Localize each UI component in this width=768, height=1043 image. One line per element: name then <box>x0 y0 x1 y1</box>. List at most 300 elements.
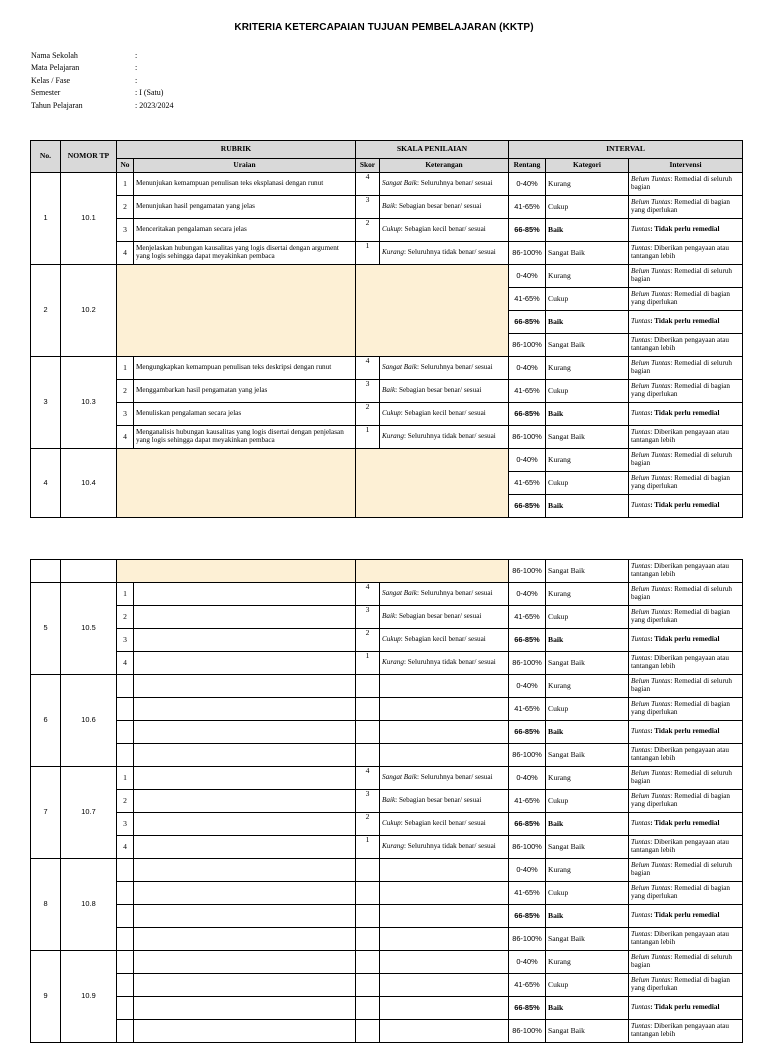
rubrik-uraian: Menunjukan kemampuan penulisan teks eksplanasi dengan runut <box>134 173 356 196</box>
meta-label: Mata Pelajaran <box>31 63 80 73</box>
skala-skor: 3 <box>356 380 380 403</box>
interval-intervensi <box>629 495 743 518</box>
skala-keterangan <box>380 173 509 196</box>
intervensi-status: Belum Tuntas <box>631 976 671 985</box>
intervensi-status: Tuntas <box>631 838 651 847</box>
skala-keterangan <box>380 219 509 242</box>
intervensi-text: : Diberikan pengayaan atau tantangan lebih <box>631 930 730 946</box>
interval-rentang: 0-40% <box>509 675 546 698</box>
table-row <box>31 997 743 1020</box>
skala-keterangan <box>380 583 509 606</box>
interval-kategori: Kurang <box>546 951 629 974</box>
intervensi-status: Tuntas <box>631 1003 651 1012</box>
intervensi-status: Tuntas <box>631 244 651 253</box>
skala-skor <box>356 928 380 951</box>
skala-keterangan <box>380 951 509 974</box>
keterangan-category: Baik <box>382 386 396 395</box>
skala-skor <box>356 675 380 698</box>
col-header-rentang: Rentang <box>509 159 546 173</box>
keterangan-text: : Seluruhnya tidak benar/ sesuai <box>403 658 496 667</box>
skala-keterangan <box>380 426 509 449</box>
interval-rentang: 41-65% <box>509 380 546 403</box>
keterangan-text: : Sebagian besar benar/ sesuai <box>395 386 482 395</box>
interval-rentang: 0-40% <box>509 859 546 882</box>
skala-skor: 1 <box>356 242 380 265</box>
keterangan-text: : Seluruhnya tidak benar/ sesuai <box>403 432 496 441</box>
rubrik-sub-no <box>117 1020 134 1043</box>
keterangan-text: : Seluruhnya tidak benar/ sesuai <box>403 842 496 851</box>
skala-keterangan <box>380 380 509 403</box>
skala-skor: 3 <box>356 790 380 813</box>
intervensi-status: Belum Tuntas <box>631 267 671 276</box>
interval-kategori: Cukup <box>546 882 629 905</box>
keterangan-category: Baik <box>382 796 396 805</box>
table-row <box>31 403 743 426</box>
intervensi-text: : Diberikan pengayaan atau tantangan lebih <box>631 654 730 670</box>
interval-intervensi <box>629 173 743 196</box>
skala-empty-area <box>356 265 509 357</box>
row-nomor-tp: 10.7 <box>61 767 117 859</box>
table-row <box>31 629 743 652</box>
intervensi-status: Belum Tuntas <box>631 884 671 893</box>
table-row <box>31 242 743 265</box>
keterangan-text: : Seluruhnya benar/ sesuai <box>416 179 493 188</box>
meta-label: Nama Sekolah <box>31 51 78 60</box>
rubrik-empty-area <box>117 560 356 583</box>
meta-label: Semester <box>31 88 61 98</box>
interval-rentang: 66-85% <box>509 495 546 518</box>
intervensi-status: Belum Tuntas <box>631 290 671 299</box>
interval-rentang: 41-65% <box>509 472 546 495</box>
skala-keterangan <box>380 698 509 721</box>
intervensi-text: : Remedial di seluruh bagian <box>631 953 733 969</box>
interval-kategori: Cukup <box>546 790 629 813</box>
table-row <box>31 380 743 403</box>
interval-kategori: Kurang <box>546 173 629 196</box>
interval-intervensi <box>629 311 743 334</box>
skala-keterangan <box>380 675 509 698</box>
intervensi-text: : Remedial di bagian yang diperlukan <box>631 792 731 808</box>
rubrik-sub-no: 1 <box>117 173 134 196</box>
skala-skor: 1 <box>356 652 380 675</box>
interval-kategori: Baik <box>546 495 629 518</box>
meta-row <box>31 100 173 112</box>
rubrik-sub-no: 4 <box>117 242 134 265</box>
intervensi-status: Belum Tuntas <box>631 451 671 460</box>
interval-rentang: 86-100% <box>509 928 546 951</box>
table-row <box>31 767 743 790</box>
skala-skor <box>356 744 380 767</box>
intervensi-text: : Tidak perlu remedial <box>650 317 720 326</box>
skala-skor <box>356 997 380 1020</box>
interval-intervensi <box>629 265 743 288</box>
rubrik-sub-no: 3 <box>117 219 134 242</box>
keterangan-text: : Sebagian besar benar/ sesuai <box>395 202 482 211</box>
skala-keterangan <box>380 813 509 836</box>
interval-kategori: Baik <box>546 813 629 836</box>
keterangan-category: Baik <box>382 612 396 621</box>
interval-kategori: Kurang <box>546 675 629 698</box>
interval-intervensi <box>629 629 743 652</box>
rubrik-sub-no <box>117 882 134 905</box>
skala-skor: 4 <box>356 357 380 380</box>
interval-rentang: 41-65% <box>509 196 546 219</box>
skala-keterangan <box>380 629 509 652</box>
rubrik-uraian <box>134 974 356 997</box>
keterangan-text: : Sebagian kecil benar/ sesuai <box>400 409 486 418</box>
skala-keterangan <box>380 1020 509 1043</box>
meta-value: : 2023/2024 <box>135 100 174 110</box>
skala-skor: 3 <box>356 196 380 219</box>
rubrik-sub-no <box>117 698 134 721</box>
interval-intervensi <box>629 288 743 311</box>
interval-kategori: Sangat Baik <box>546 744 629 767</box>
intervensi-status: Tuntas <box>631 336 651 345</box>
row-no: 7 <box>31 767 61 859</box>
keterangan-text: : Sebagian kecil benar/ sesuai <box>400 635 486 644</box>
keterangan-category: Sangat Baik <box>382 589 417 598</box>
interval-kategori: Sangat Baik <box>546 334 629 357</box>
interval-intervensi <box>629 196 743 219</box>
rubrik-uraian <box>134 744 356 767</box>
interval-rentang: 86-100% <box>509 426 546 449</box>
rubrik-sub-no: 3 <box>117 813 134 836</box>
keterangan-category: Kurang <box>382 248 404 257</box>
rubrik-sub-no <box>117 905 134 928</box>
meta-label: Tahun Pelajaran <box>31 100 83 110</box>
intervensi-text: : Tidak perlu remedial <box>650 819 720 828</box>
row-nomor-tp: 10.8 <box>61 859 117 951</box>
intervensi-text: : Remedial di bagian yang diperlukan <box>631 976 731 992</box>
interval-rentang: 0-40% <box>509 583 546 606</box>
col-header-keterangan: Keterangan <box>380 159 509 173</box>
keterangan-category: Baik <box>382 202 396 211</box>
col-header-sub-no: No <box>117 159 134 173</box>
interval-intervensi <box>629 721 743 744</box>
table-row <box>31 265 743 288</box>
rubrik-uraian: Menganalisis hubungan kausalitas yang logis disertai dengan penjelasan yang logis sehingga dapat meyakinkan pembaca <box>134 426 356 449</box>
intervensi-text: : Remedial di seluruh bagian <box>631 861 733 877</box>
interval-kategori: Sangat Baik <box>546 836 629 859</box>
interval-kategori: Kurang <box>546 859 629 882</box>
skala-skor: 4 <box>356 583 380 606</box>
interval-kategori: Cukup <box>546 698 629 721</box>
row-no: 1 <box>31 173 61 265</box>
rubrik-sub-no <box>117 951 134 974</box>
rubrik-sub-no: 2 <box>117 606 134 629</box>
rubrik-uraian <box>134 698 356 721</box>
skala-skor: 2 <box>356 629 380 652</box>
rubrik-sub-no: 1 <box>117 357 134 380</box>
intervensi-status: Belum Tuntas <box>631 359 671 368</box>
intervensi-status: Tuntas <box>631 746 651 755</box>
intervensi-status: Belum Tuntas <box>631 769 671 778</box>
rubrik-sub-no: 2 <box>117 196 134 219</box>
rubrik-sub-no <box>117 721 134 744</box>
skala-skor <box>356 721 380 744</box>
col-header-rubrik: RUBRIK <box>117 141 356 159</box>
row-no: 9 <box>31 951 61 1043</box>
interval-kategori: Cukup <box>546 974 629 997</box>
intervensi-text: : Remedial di bagian yang diperlukan <box>631 608 731 624</box>
interval-kategori: Baik <box>546 997 629 1020</box>
table-row <box>31 675 743 698</box>
table-row <box>31 951 743 974</box>
interval-kategori: Baik <box>546 905 629 928</box>
interval-kategori: Kurang <box>546 357 629 380</box>
keterangan-text: : Sebagian kecil benar/ sesuai <box>400 819 486 828</box>
skala-keterangan <box>380 357 509 380</box>
rubrik-uraian <box>134 721 356 744</box>
keterangan-text: : Seluruhnya benar/ sesuai <box>416 363 493 372</box>
intervensi-text: : Diberikan pengayaan atau tantangan lebih <box>631 746 730 762</box>
skala-keterangan <box>380 242 509 265</box>
intervensi-status: Tuntas <box>631 635 651 644</box>
keterangan-category: Cukup <box>382 409 401 418</box>
interval-intervensi <box>629 997 743 1020</box>
interval-kategori: Sangat Baik <box>546 928 629 951</box>
interval-kategori: Kurang <box>546 449 629 472</box>
skala-skor <box>356 859 380 882</box>
table-row <box>31 583 743 606</box>
rubrik-sub-no: 2 <box>117 790 134 813</box>
table-row <box>31 1020 743 1043</box>
skala-skor: 4 <box>356 173 380 196</box>
interval-rentang: 86-100% <box>509 744 546 767</box>
table-row <box>31 560 743 583</box>
keterangan-text: : Seluruhnya benar/ sesuai <box>416 773 493 782</box>
meta-row <box>31 62 173 74</box>
table-row <box>31 905 743 928</box>
document-meta <box>31 50 173 112</box>
rubrik-uraian <box>134 813 356 836</box>
intervensi-text: : Remedial di seluruh bagian <box>631 359 733 375</box>
rubrik-uraian <box>134 652 356 675</box>
keterangan-category: Kurang <box>382 658 404 667</box>
interval-kategori: Sangat Baik <box>546 652 629 675</box>
rubrik-sub-no: 4 <box>117 652 134 675</box>
intervensi-status: Tuntas <box>631 501 651 510</box>
rubrik-sub-no <box>117 859 134 882</box>
skala-keterangan <box>380 882 509 905</box>
interval-kategori: Baik <box>546 311 629 334</box>
intervensi-status: Belum Tuntas <box>631 198 671 207</box>
row-nomor-tp: 10.9 <box>61 951 117 1043</box>
table-row <box>31 813 743 836</box>
table-row <box>31 721 743 744</box>
interval-intervensi <box>629 334 743 357</box>
interval-rentang: 66-85% <box>509 219 546 242</box>
intervensi-text: : Remedial di seluruh bagian <box>631 175 733 191</box>
rubrik-uraian <box>134 951 356 974</box>
keterangan-text: : Sebagian besar benar/ sesuai <box>395 612 482 621</box>
table-row <box>31 652 743 675</box>
rubrik-uraian: Menunjukan hasil pengamatan yang jelas <box>134 196 356 219</box>
interval-rentang: 0-40% <box>509 173 546 196</box>
interval-rentang: 41-65% <box>509 606 546 629</box>
rubrik-empty-area <box>117 449 356 518</box>
rubrik-uraian: Menjelaskan hubungan kausalitas yang logis disertai dengan argument yang logis sehingga dapat meyakinkan pembaca <box>134 242 356 265</box>
skala-keterangan <box>380 928 509 951</box>
rubrik-uraian <box>134 905 356 928</box>
interval-rentang: 66-85% <box>509 721 546 744</box>
rubrik-sub-no <box>117 997 134 1020</box>
row-no-continued <box>31 560 61 583</box>
intervensi-status: Tuntas <box>631 654 651 663</box>
intervensi-text: : Diberikan pengayaan atau tantangan lebih <box>631 562 730 578</box>
interval-kategori: Sangat Baik <box>546 426 629 449</box>
interval-kategori: Baik <box>546 629 629 652</box>
interval-rentang: 86-100% <box>509 242 546 265</box>
intervensi-status: Belum Tuntas <box>631 700 671 709</box>
intervensi-text: : Remedial di seluruh bagian <box>631 769 733 785</box>
keterangan-text: : Seluruhnya tidak benar/ sesuai <box>403 248 496 257</box>
table-row <box>31 698 743 721</box>
rubrik-sub-no: 4 <box>117 426 134 449</box>
rubrik-uraian: Menuliskan pengalaman secara jelas <box>134 403 356 426</box>
rubrik-uraian <box>134 859 356 882</box>
col-header-interval: INTERVAL <box>509 141 743 159</box>
row-nomor-tp-continued <box>61 560 117 583</box>
interval-kategori: Kurang <box>546 265 629 288</box>
rubrik-sub-no: 3 <box>117 629 134 652</box>
skala-skor: 2 <box>356 403 380 426</box>
interval-intervensi <box>629 836 743 859</box>
interval-kategori: Cukup <box>546 472 629 495</box>
intervensi-text: : Tidak perlu remedial <box>650 727 720 736</box>
table-row <box>31 219 743 242</box>
interval-intervensi <box>629 882 743 905</box>
row-no: 4 <box>31 449 61 518</box>
skala-keterangan <box>380 196 509 219</box>
intervensi-status: Belum Tuntas <box>631 585 671 594</box>
interval-intervensi <box>629 974 743 997</box>
interval-intervensi <box>629 813 743 836</box>
interval-rentang: 0-40% <box>509 449 546 472</box>
col-header-kategori: Kategori <box>546 159 629 173</box>
row-no: 6 <box>31 675 61 767</box>
table-row <box>31 173 743 196</box>
rubrik-uraian <box>134 675 356 698</box>
intervensi-status: Belum Tuntas <box>631 474 671 483</box>
interval-kategori: Sangat Baik <box>546 560 629 583</box>
meta-row <box>31 75 173 87</box>
interval-rentang: 86-100% <box>509 334 546 357</box>
interval-intervensi <box>629 859 743 882</box>
interval-kategori: Baik <box>546 403 629 426</box>
interval-rentang: 66-85% <box>509 403 546 426</box>
intervensi-text: : Remedial di seluruh bagian <box>631 267 733 283</box>
interval-kategori: Baik <box>546 219 629 242</box>
skala-skor: 2 <box>356 219 380 242</box>
intervensi-status: Belum Tuntas <box>631 953 671 962</box>
row-nomor-tp: 10.5 <box>61 583 117 675</box>
rubrik-sub-no: 1 <box>117 767 134 790</box>
keterangan-category: Cukup <box>382 635 401 644</box>
skala-skor: 3 <box>356 606 380 629</box>
skala-skor <box>356 698 380 721</box>
interval-intervensi <box>629 951 743 974</box>
rubrik-empty-area <box>117 265 356 357</box>
rubrik-uraian <box>134 928 356 951</box>
document-title: KRITERIA KETERCAPAIAN TUJUAN PEMBELAJARAN (KKTP) <box>234 22 534 33</box>
intervensi-text: : Remedial di bagian yang diperlukan <box>631 198 731 214</box>
interval-rentang: 41-65% <box>509 790 546 813</box>
meta-value: : I (Satu) <box>135 88 164 98</box>
skala-keterangan <box>380 790 509 813</box>
row-nomor-tp: 10.4 <box>61 449 117 518</box>
skala-keterangan <box>380 859 509 882</box>
page-break-gap <box>0 519 768 559</box>
intervensi-text: : Remedial di bagian yang diperlukan <box>631 382 731 398</box>
intervensi-text: : Diberikan pengayaan atau tantangan lebih <box>631 428 730 444</box>
interval-intervensi <box>629 242 743 265</box>
interval-intervensi <box>629 675 743 698</box>
interval-rentang: 86-100% <box>509 560 546 583</box>
table-row <box>31 836 743 859</box>
table-row <box>31 744 743 767</box>
rubrik-uraian <box>134 583 356 606</box>
intervensi-status: Belum Tuntas <box>631 861 671 870</box>
interval-intervensi <box>629 583 743 606</box>
col-header-no: No. <box>31 141 61 173</box>
skala-skor: 1 <box>356 426 380 449</box>
intervensi-status: Tuntas <box>631 562 651 571</box>
keterangan-category: Sangat Baik <box>382 179 417 188</box>
intervensi-text: : Tidak perlu remedial <box>650 911 720 920</box>
table-row <box>31 790 743 813</box>
intervensi-text: : Diberikan pengayaan atau tantangan lebih <box>631 244 730 260</box>
keterangan-category: Cukup <box>382 225 401 234</box>
rubrik-uraian: Menceritakan pengalaman secara jelas <box>134 219 356 242</box>
intervensi-text: : Remedial di bagian yang diperlukan <box>631 884 731 900</box>
intervensi-status: Tuntas <box>631 930 651 939</box>
interval-kategori: Cukup <box>546 288 629 311</box>
skala-skor: 4 <box>356 767 380 790</box>
interval-rentang: 66-85% <box>509 813 546 836</box>
intervensi-text: : Remedial di bagian yang diperlukan <box>631 474 731 490</box>
meta-label: Kelas / Fase <box>31 75 71 85</box>
intervensi-text: : Diberikan pengayaan atau tantangan lebih <box>631 336 730 352</box>
intervensi-status: Belum Tuntas <box>631 792 671 801</box>
keterangan-category: Sangat Baik <box>382 773 417 782</box>
interval-rentang: 0-40% <box>509 767 546 790</box>
skala-keterangan <box>380 652 509 675</box>
interval-kategori: Sangat Baik <box>546 1020 629 1043</box>
table-row <box>31 426 743 449</box>
intervensi-text: : Diberikan pengayaan atau tantangan lebih <box>631 1022 730 1038</box>
meta-row <box>31 87 173 99</box>
kktp-table-page-2 <box>30 559 743 1043</box>
skala-skor: 2 <box>356 813 380 836</box>
skala-keterangan <box>380 606 509 629</box>
meta-value: : <box>135 51 138 60</box>
skala-keterangan <box>380 403 509 426</box>
table-row <box>31 606 743 629</box>
interval-rentang: 66-85% <box>509 311 546 334</box>
rubrik-uraian <box>134 790 356 813</box>
interval-intervensi <box>629 905 743 928</box>
keterangan-category: Cukup <box>382 819 401 828</box>
table-row <box>31 357 743 380</box>
rubrik-sub-no <box>117 675 134 698</box>
interval-intervensi <box>629 698 743 721</box>
interval-intervensi <box>629 380 743 403</box>
rubrik-sub-no <box>117 974 134 997</box>
intervensi-text: : Remedial di bagian yang diperlukan <box>631 700 731 716</box>
keterangan-category: Sangat Baik <box>382 363 417 372</box>
keterangan-text: : Sebagian besar benar/ sesuai <box>395 796 482 805</box>
